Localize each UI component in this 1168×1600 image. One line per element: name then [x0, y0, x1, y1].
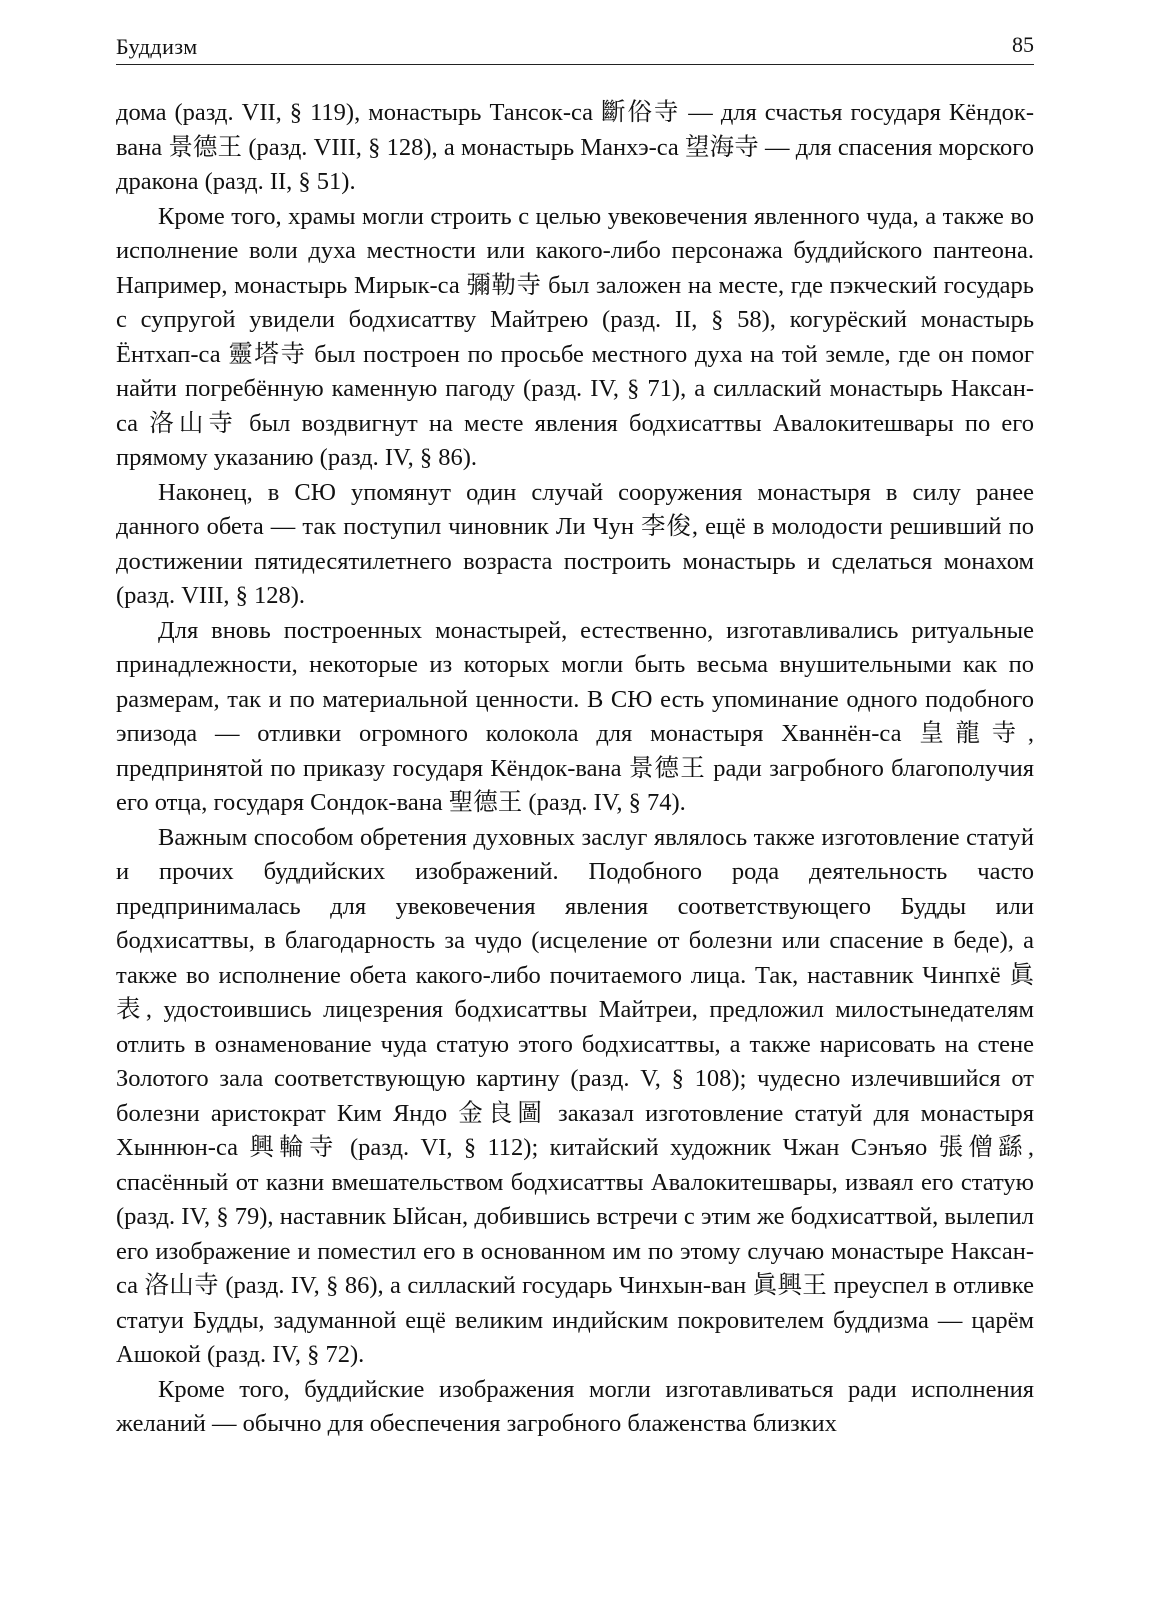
paragraph-statues: Важным способом обретения духовных заслуг являлось также изготовление статуй и прочих буддийских изображений. Подобного рода деятельность часто предпринималась для увековечения явления соответствующего Будды или бодхисаттвы, в благодарность за чудо (исцеление от болезни или спасение в беде), а также во исполнение обета какого-либо почитаемого лица. Так, наставник Чинпхё 眞表, удостоившись лицезрения бодхисаттвы Майтреи, предложил милостынедателям отлить в ознаменование чуда статую этого бодхисаттвы, а также нарисовать на стене Золотого зала соответствующую картину (разд. V, § 108); чудесно излечившийся от болезни аристократ Ким Яндо 金良圖 заказал изготовление статуй для монастыря Хыннюн-са 興輪寺 (разд. VI, § 112); китайский художник Чжан Сэнъяо 張僧繇, спасённый от казни вмешательством бодхисаттвы Авалокитешвары, изваял его статую (разд. IV, § 79), наставник Ыйсан, добившись встречи с этим же бодхисаттвой, вылепил его изображение и поместил его в основанном им по этому случаю монастыре Наксан-са 洛山寺 (разд. IV, § 86), а силлаский государь Чинхын-ван 眞興王 преуспел в отливке статуи Будды, задуманной ещё великим индийским покровителем буддизма — царём Ашокой (разд. IV, § 72). — [116, 823, 1034, 1368]
paragraph-wishes: Кроме того, буддийские изображения могли изготавливаться ради исполнения желаний — обычно для обеспечения загробного блаженства близких — [116, 1375, 1034, 1437]
body-text — [116, 96, 1034, 1442]
paragraph-ritual-objects: Для вновь построенных монастырей, естественно, изготавливались ритуальные принадлежности, некоторые из которых могли быть весьма внушительными как по размерам, так и по материальной ценности. В СЮ есть упоминание одного подобного эпизода — отливки огромного колокола для монастыря Хваннён-са 皇龍寺, предпринятой по приказу государя Кёндок-вана 景德王 ради загробного благополучия его отца, государя Сондок-вана 聖德王 (разд. IV, § 74). — [116, 616, 1034, 816]
running-head-title: Буддизм — [116, 34, 198, 59]
page-number: 85 — [1012, 32, 1034, 57]
paragraph-miracle-temples: Кроме того, храмы могли строить с целью увековечения явленного чуда, а также во исполнение воли духа местности или какого-либо персонажа буддийского пантеона. Например, монастырь Мирык-са 彌勒寺 был заложен на месте, где пэкческий государь с супругой увидели бодхисаттву Майтрею (разд. II, § 58), когурёский монастырь Ёнтхап-са 靈塔寺 был построен по просьбе местного духа на той земле, где он помог найти погребённую каменную пагоду (разд. IV, § 71), а силлаский монастырь Наксан-са 洛山寺 был воздвигнут на месте явления бодхисаттвы Авалокитешвары по его прямому указанию (разд. IV, § 86). — [116, 202, 1034, 471]
paragraph-continuation: дома (разд. VII, § 119), монастырь Тансок-са 斷俗寺 — для счастья государя Кёндок-вана 景德王 (разд. VIII, § 128), а монастырь Манхэ-са 望海寺 — для спасения морского дракона (разд. II, § 51). — [116, 99, 1034, 195]
paragraph-vow-monastery: Наконец, в СЮ упомянут один случай сооружения монастыря в силу ранее данного обета — так поступил чиновник Ли Чун 李俊, ещё в молодости решивший по достижении пятидесятилетнего возраста построить монастырь и сделаться монахом (разд. VIII, § 128). — [116, 478, 1034, 609]
running-header — [116, 30, 1034, 65]
